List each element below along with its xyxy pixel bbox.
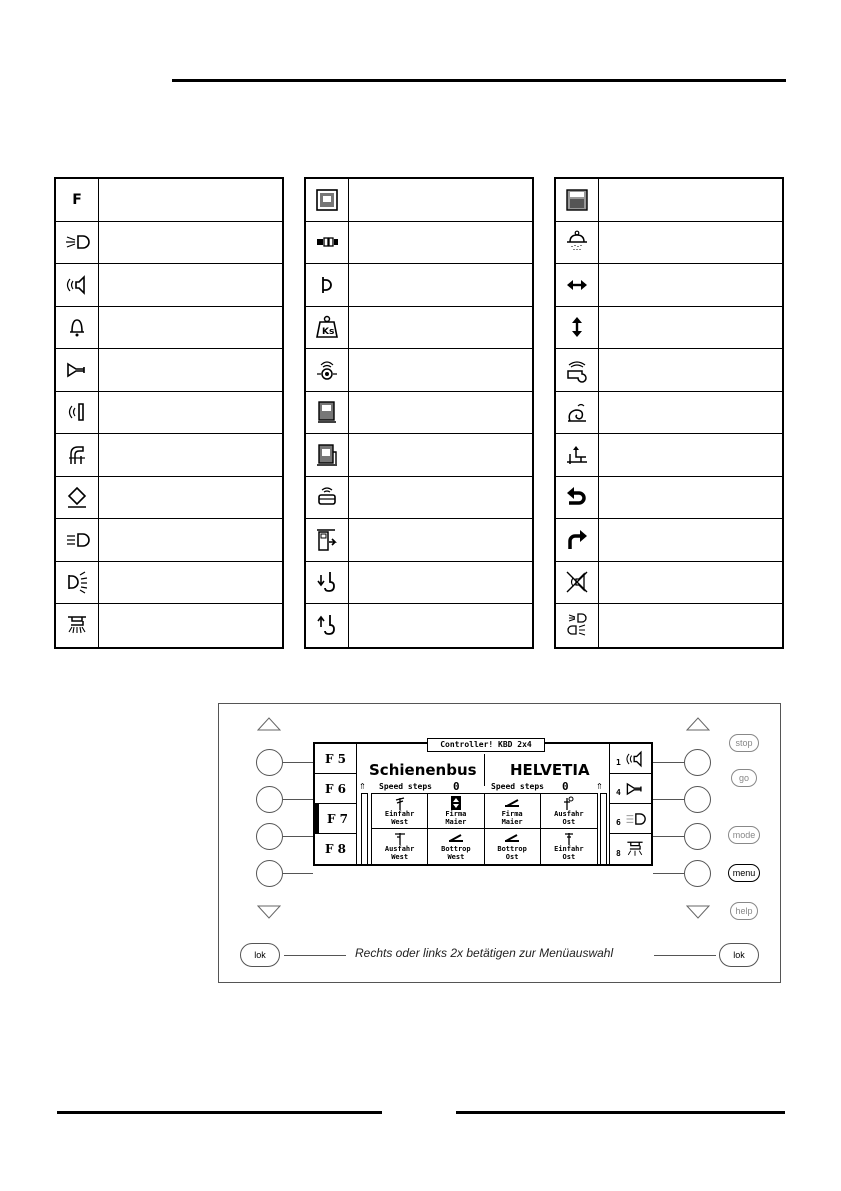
right-key-2[interactable]: [684, 786, 711, 813]
table-row: [306, 179, 532, 222]
crane-up-icon: [306, 604, 349, 647]
crane-down-icon: [306, 562, 349, 604]
cab-dark-icon: [556, 179, 599, 221]
footer-rule-right: [456, 1111, 785, 1114]
f8-key[interactable]: F 8: [315, 834, 357, 864]
ceiling-light-icon: [56, 604, 99, 647]
high-beam-icon: [56, 519, 99, 561]
right-key-4[interactable]: [684, 860, 711, 887]
turnout-icon: [504, 831, 520, 845]
turn-left-icon: [556, 477, 599, 519]
accessory-grid: [371, 793, 598, 865]
horizontal-arrow-icon: [556, 264, 599, 306]
lok-right-button[interactable]: lok: [719, 943, 759, 967]
table-row: [56, 392, 282, 435]
loudspeaker-icon: [624, 748, 646, 770]
mode-button[interactable]: mode: [728, 826, 760, 844]
speed-value-left: 0: [453, 780, 460, 793]
wire: [653, 799, 684, 800]
cab-view-icon: [306, 179, 349, 221]
lcd-display: [313, 742, 653, 866]
signal-icon: [392, 796, 408, 810]
table-row: [56, 349, 282, 392]
vertical-arrow-icon: [556, 307, 599, 349]
accessory-cell[interactable]: Firma Maier: [428, 794, 484, 829]
light-key[interactable]: 6: [609, 804, 651, 834]
accessory-cell[interactable]: Bottrop West: [428, 829, 484, 864]
signal-icon: [392, 831, 408, 845]
table-row: [556, 222, 782, 265]
radio-sound-icon: [56, 392, 99, 434]
weight-ks-icon: [306, 307, 349, 349]
f6-key[interactable]: F 6: [315, 774, 357, 804]
tail-light-icon: [306, 264, 349, 306]
speed-label-right: Speed steps: [491, 782, 544, 791]
table-row: [556, 307, 782, 350]
scrollbar-right[interactable]: [600, 793, 607, 865]
horn-icon: [56, 349, 99, 391]
accessory-cell[interactable]: Firma Maier: [485, 794, 541, 829]
ceiling-light-key[interactable]: 8: [609, 834, 651, 864]
wire: [653, 873, 684, 874]
go-button[interactable]: go: [731, 769, 757, 787]
table-row: [556, 519, 782, 562]
right-key-3[interactable]: [684, 823, 711, 850]
table-row: [56, 264, 282, 307]
loco-name-left: Schienenbus: [369, 761, 477, 779]
accessory-cell[interactable]: Bottrop Ost: [485, 829, 541, 864]
signal-icon: [561, 796, 577, 810]
left-key-1[interactable]: [256, 749, 283, 776]
sound-key[interactable]: 1: [609, 744, 651, 774]
turnout-icon: [448, 831, 464, 845]
steam-icon: [556, 392, 599, 434]
table-row: [556, 349, 782, 392]
help-button[interactable]: help: [730, 902, 758, 920]
footer-rule-left: [57, 1111, 382, 1114]
ceiling-light-icon: [624, 838, 646, 860]
right-key-1[interactable]: [684, 749, 711, 776]
wire: [283, 762, 313, 763]
speed-label-left: Speed steps: [379, 782, 432, 791]
table-row: [306, 349, 532, 392]
table-row: [556, 477, 782, 520]
arrow-up-icon[interactable]: [257, 716, 281, 732]
menu-button[interactable]: menu: [728, 864, 760, 882]
left-key-3[interactable]: [256, 823, 283, 850]
headlight-icon: [56, 222, 99, 264]
table-row: [556, 179, 782, 222]
wire: [283, 836, 313, 837]
cab-interior-icon: [306, 434, 349, 476]
wire: [283, 873, 313, 874]
table-row: [56, 179, 282, 222]
shunting-icon: [556, 434, 599, 476]
up-arrow-icon: ⇑: [359, 779, 366, 792]
divider: [484, 754, 485, 786]
left-key-2[interactable]: [256, 786, 283, 813]
f5-key[interactable]: F 5: [315, 744, 357, 774]
accessory-cell[interactable]: Ausfahr Ost: [541, 794, 597, 829]
horn-key[interactable]: 4: [609, 774, 651, 804]
turn-right-icon: [556, 519, 599, 561]
table-row: [556, 562, 782, 605]
table-row: [56, 307, 282, 350]
high-beam-icon: [624, 808, 646, 830]
signal-icon: [561, 831, 577, 845]
horn-icon: [624, 778, 646, 800]
arrow-up-icon[interactable]: [686, 716, 710, 732]
table-row: [306, 604, 532, 647]
table-row: [306, 562, 532, 605]
sound-radio-icon: [306, 349, 349, 391]
table-row: [56, 604, 282, 647]
svg-text:Ks: Ks: [322, 327, 335, 338]
table-row: [56, 562, 282, 605]
loco-name-right: HELVETIA: [510, 761, 590, 779]
lcd-title: Controller! KBD 2x4: [427, 738, 545, 752]
turnout-icon: [504, 796, 520, 810]
double-light-icon: [556, 604, 599, 647]
lok-left-button[interactable]: lok: [240, 943, 280, 967]
mute-icon: [556, 562, 599, 604]
pantograph-icon: [56, 434, 99, 476]
table-row: [56, 519, 282, 562]
motor-sound-icon: [306, 477, 349, 519]
table-row: [556, 604, 782, 647]
accessory-cell[interactable]: Ausfahr West: [372, 829, 428, 864]
lamp-icon: [556, 222, 599, 264]
lift-icon: [56, 477, 99, 519]
header-rule: [172, 79, 786, 82]
table-row: [306, 519, 532, 562]
wire: [653, 762, 684, 763]
f7-key[interactable]: F 7: [315, 804, 357, 834]
table-row: [306, 477, 532, 520]
stop-button[interactable]: stop: [729, 734, 759, 752]
table-row: [56, 222, 282, 265]
whistle-icon: [556, 349, 599, 391]
wire: [284, 955, 346, 956]
wire: [653, 836, 684, 837]
speed-value-right: 0: [562, 780, 569, 793]
table-row: [306, 434, 532, 477]
loudspeaker-icon: [56, 264, 99, 306]
table-row: [306, 222, 532, 265]
menu-hint: Rechts oder links 2x betätigen zur Menüauswahl: [355, 946, 614, 960]
table-row: [306, 392, 532, 435]
coupler-icon: [306, 222, 349, 264]
scrollbar-left[interactable]: [361, 793, 368, 865]
table-row: [306, 264, 532, 307]
table-row: [56, 477, 282, 520]
cab-light-icon: [306, 392, 349, 434]
table-row: [56, 434, 282, 477]
wire: [654, 955, 716, 956]
accessory-cell[interactable]: Einfahr Ost: [541, 829, 597, 864]
table-row: [556, 264, 782, 307]
table-row: [306, 307, 532, 350]
f-key-icon: F: [56, 179, 99, 221]
icon-table-3: [554, 177, 784, 649]
table-row: [556, 392, 782, 435]
table-row: [556, 434, 782, 477]
bell-icon: [56, 307, 99, 349]
arrow-down-icon[interactable]: [686, 904, 710, 920]
icon-table-2: [304, 177, 534, 649]
flashing-light-icon: [56, 562, 99, 604]
accessory-cell[interactable]: Einfahr West: [372, 794, 428, 829]
switch-box-icon: [448, 796, 464, 810]
wire: [283, 799, 313, 800]
arrow-down-icon[interactable]: [257, 904, 281, 920]
door-exit-icon: [306, 519, 349, 561]
left-key-4[interactable]: [256, 860, 283, 887]
icon-table-1: [54, 177, 284, 649]
up-arrow-icon: ⇑: [596, 779, 603, 792]
